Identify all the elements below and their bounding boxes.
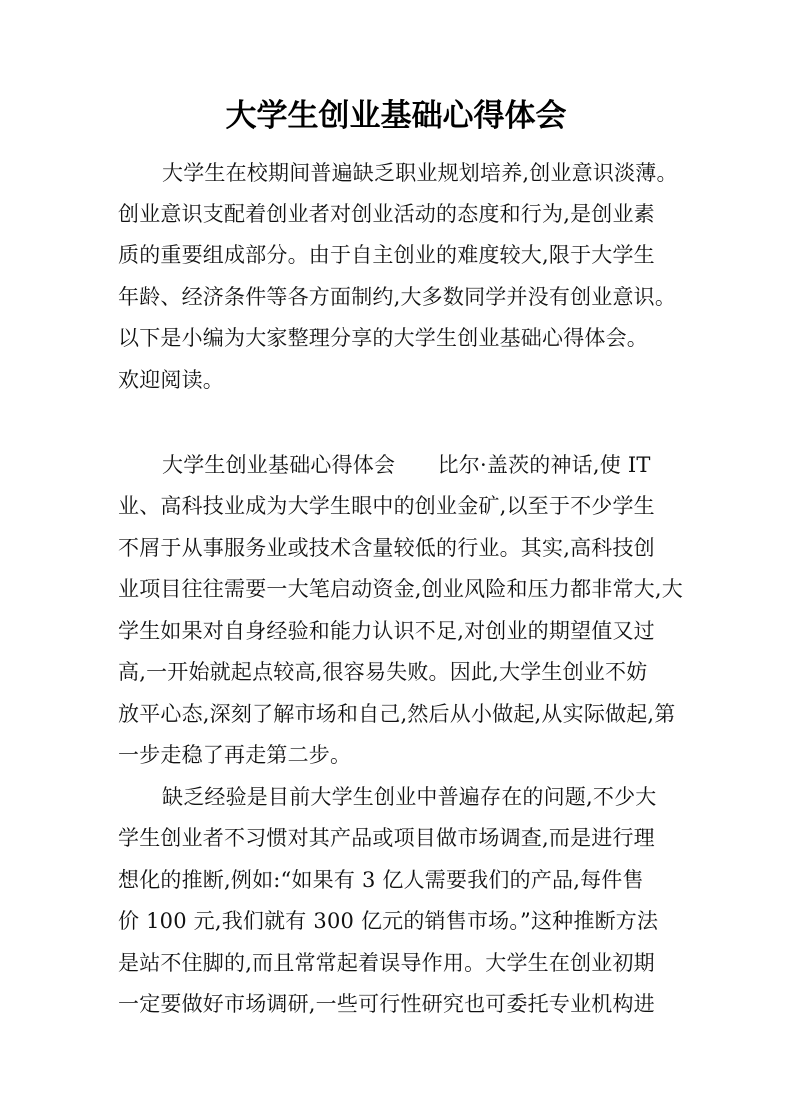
text-line: 学生创业者不习惯对其产品或项目做市场调查,而是进行理 (118, 826, 655, 850)
text-line: 不屑于从事服务业或技术含量较低的行业。其实,高科技创 (118, 536, 655, 560)
text-line: 大学生在校期间普遍缺乏职业规划培养,创业意识淡薄。 (162, 161, 678, 185)
text-line: 创业意识支配着创业者对创业活动的态度和行为,是创业素 (118, 202, 655, 226)
text-line: 业项目往往需要一大笔启动资金,创业风险和压力都非常大,大 (118, 577, 683, 601)
document-title: 大学生创业基础心得体会 (225, 98, 567, 134)
text-line: 一定要做好市场调研,一些可行性研究也可委托专业机构进 (118, 992, 655, 1016)
text-line: 年龄、经济条件等各方面制约,大多数同学并没有创业意识。 (118, 285, 677, 309)
text-line: 学生如果对自身经验和能力认识不足,对创业的期望值又过 (118, 619, 655, 643)
text-line: 高,一开始就起点较高,很容易失败。因此,大学生创业不妨 (118, 660, 648, 684)
text-line: 质的重要组成部分。由于自主创业的难度较大,限于大学生 (118, 243, 655, 267)
text-line: 想化的推断,例如:“如果有 3 亿人需要我们的产品,每件售 (118, 868, 644, 892)
text-line: 是站不住脚的,而且常常起着误导作用。大学生在创业初期 (118, 951, 655, 975)
text-line: 大学生创业基础心得体会 比尔·盖茨的神话,使 IT (162, 453, 651, 477)
text-line: 放平心态,深刻了解市场和自己,然后从小做起,从实际做起,第 (118, 702, 676, 726)
text-line: 以下是小编为大家整理分享的大学生创业基础心得体会。 (118, 326, 648, 350)
text-line: 一步走稳了再走第二步。 (118, 743, 352, 767)
text-line: 业、高科技业成为大学生眼中的创业金矿,以至于不少学生 (118, 494, 655, 518)
text-line: 价 100 元,我们就有 300 亿元的销售市场。”这种推断方法 (118, 909, 659, 933)
text-line: 缺乏经验是目前大学生创业中普遍存在的问题,不少大 (162, 785, 657, 809)
text-line: 欢迎阅读。 (118, 368, 224, 392)
